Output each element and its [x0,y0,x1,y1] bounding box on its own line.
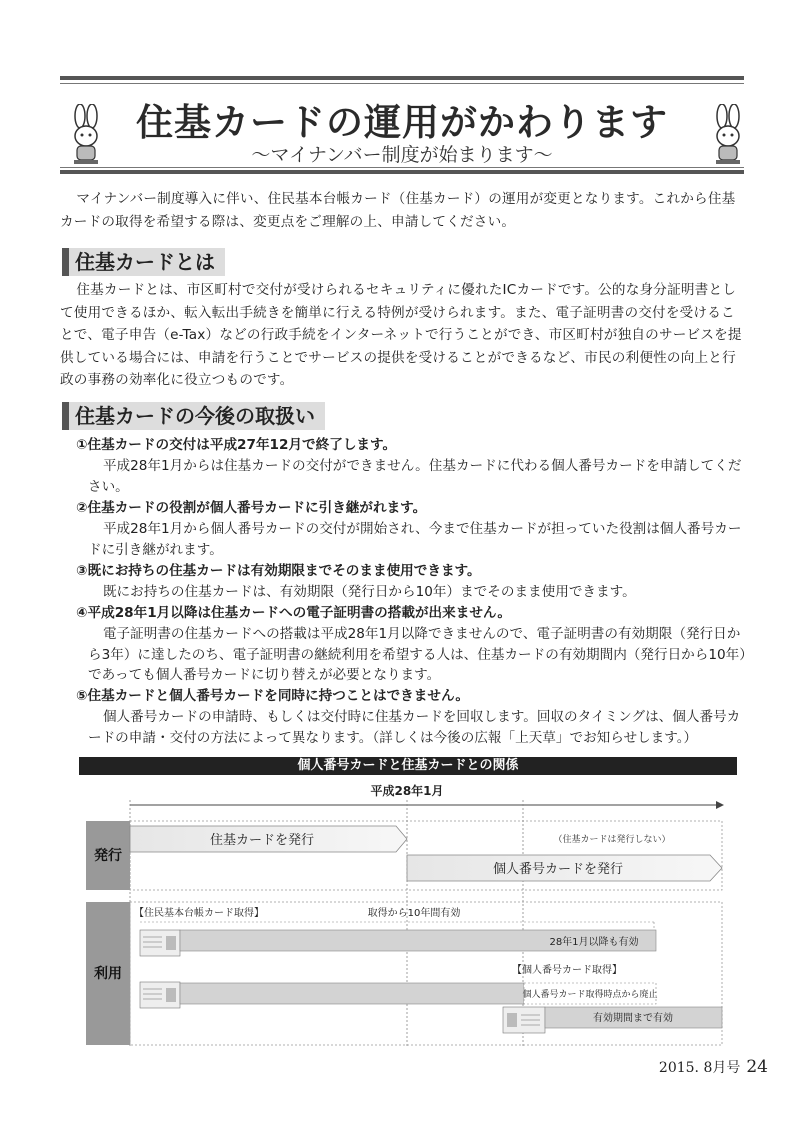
use-until-expiry-label: 有効期間まで有効 [593,1013,673,1024]
mynumber-card-icon [503,1007,545,1033]
item-4-head: ④平成28年1月以降は住基カードへの電子証明書の搭載が出来ません。 [76,605,511,621]
item-2-text: 平成28年1月から個人番号カードの交付が開始され、今まで住基カードが担っていた役割は個人番号カードに引き継がれます。 [88,521,742,558]
use-juki-after-label: 28年1月以降も有効 [549,937,639,948]
row-issue-label: 発行 [94,848,122,864]
timeline-arrowhead-icon [716,801,724,809]
row-use-label: 利用 [94,966,122,982]
item-1-text: 平成28年1月からは住基カードの交付ができません。住基カードに代わる個人番号カードを申請してください。 [88,458,742,495]
timeline-label: 平成28年1月 [370,784,444,798]
issue-juki-note: （住基カードは発行しない） [553,835,671,845]
page-title: 住基カードの運用がかわります [136,101,668,144]
intro-text: マイナンバー制度導入に伴い、住民基本台帳カード（住基カード）の運用が変更となります。これから住基カードの取得を希望する際は、変更点をご理解の上、申請してください。 [60,191,736,230]
juki-card-icon [140,930,180,956]
item-5-text: 個人番号カードの申請時、もしくは交付時に住基カードを回収します。回収のタイミングは、個人番号カードの申請・交付の方法によって異なります。（詳しくは今後の広報「上天草」でお知らせします。） [88,709,741,746]
section1-text: 住基カードとは、市区町村で交付が受けられるセキュリティに優れたICカードです。公的な身分証明書として使用できるほか、転入転出手続きを簡単に行える特例が受けられます。また、電子証明書の交付を受けることで、電子申告（e-Tax）などの行政手続をインターネットで行うことができ、市区町村が独自のサービスを提供している場合には、申請を行うことでサービスの提供を受けることができるなど、市民の利便性の向上と行政の事務の効率化に役立つものです。 [60,282,742,389]
use-juki-tag: 【住民基本台帳カード取得】 [134,908,264,919]
page-number: 24 [746,1057,768,1077]
item-4-text: 電子証明書の住基カードへの搭載は平成28年1月以降できませんので、電子証明書の有効期限（発行日から3年）に達したのち、電子証明書の継続利用を希望する人は、住基カードの有効期間内（発行日から10年）であっても個人番号カードに切り替えが必要となります。 [88,626,747,684]
item-3-head: ③既にお持ちの住基カードは有効期限までそのまま使用できます。 [76,563,481,579]
page-subtitle: ～マイナンバー制度が始まります～ [251,144,553,166]
use-juki-validity: 取得から10年間有効 [367,908,461,919]
section-heading-future-handling: 住基カードの今後の取扱い [62,402,325,430]
use-juki-bar-2 [180,983,524,1004]
item-2-head: ②住基カードの役割が個人番号カードに引き継がれます。 [76,500,427,516]
item-3-text: 既にお持ちの住基カードは、有効期限（発行日から10年）までそのまま使用できます。 [102,584,636,600]
use-mynumber-tag: 【個人番号カード取得】 [512,965,622,976]
use-abolish-label: 個人番号カード取得時点から廃止 [522,990,658,1000]
item-1-head: ①住基カードの交付は平成27年12月で終了します。 [76,437,397,453]
section-heading-what-is: 住基カードとは [62,248,225,276]
issue-juki-label: 住基カードを発行 [209,833,315,848]
juki-card-icon-2 [140,982,180,1008]
diagram-title-bar: 個人番号カードと住基カードとの関係 [79,757,737,775]
issue-label: 2015. 8月号 [658,1060,741,1076]
issue-mynumber-label: 個人番号カードを発行 [492,862,624,877]
item-5-head: ⑤住基カードと個人番号カードを同時に持つことはできません。 [76,688,469,704]
page-footer [659,1057,768,1077]
